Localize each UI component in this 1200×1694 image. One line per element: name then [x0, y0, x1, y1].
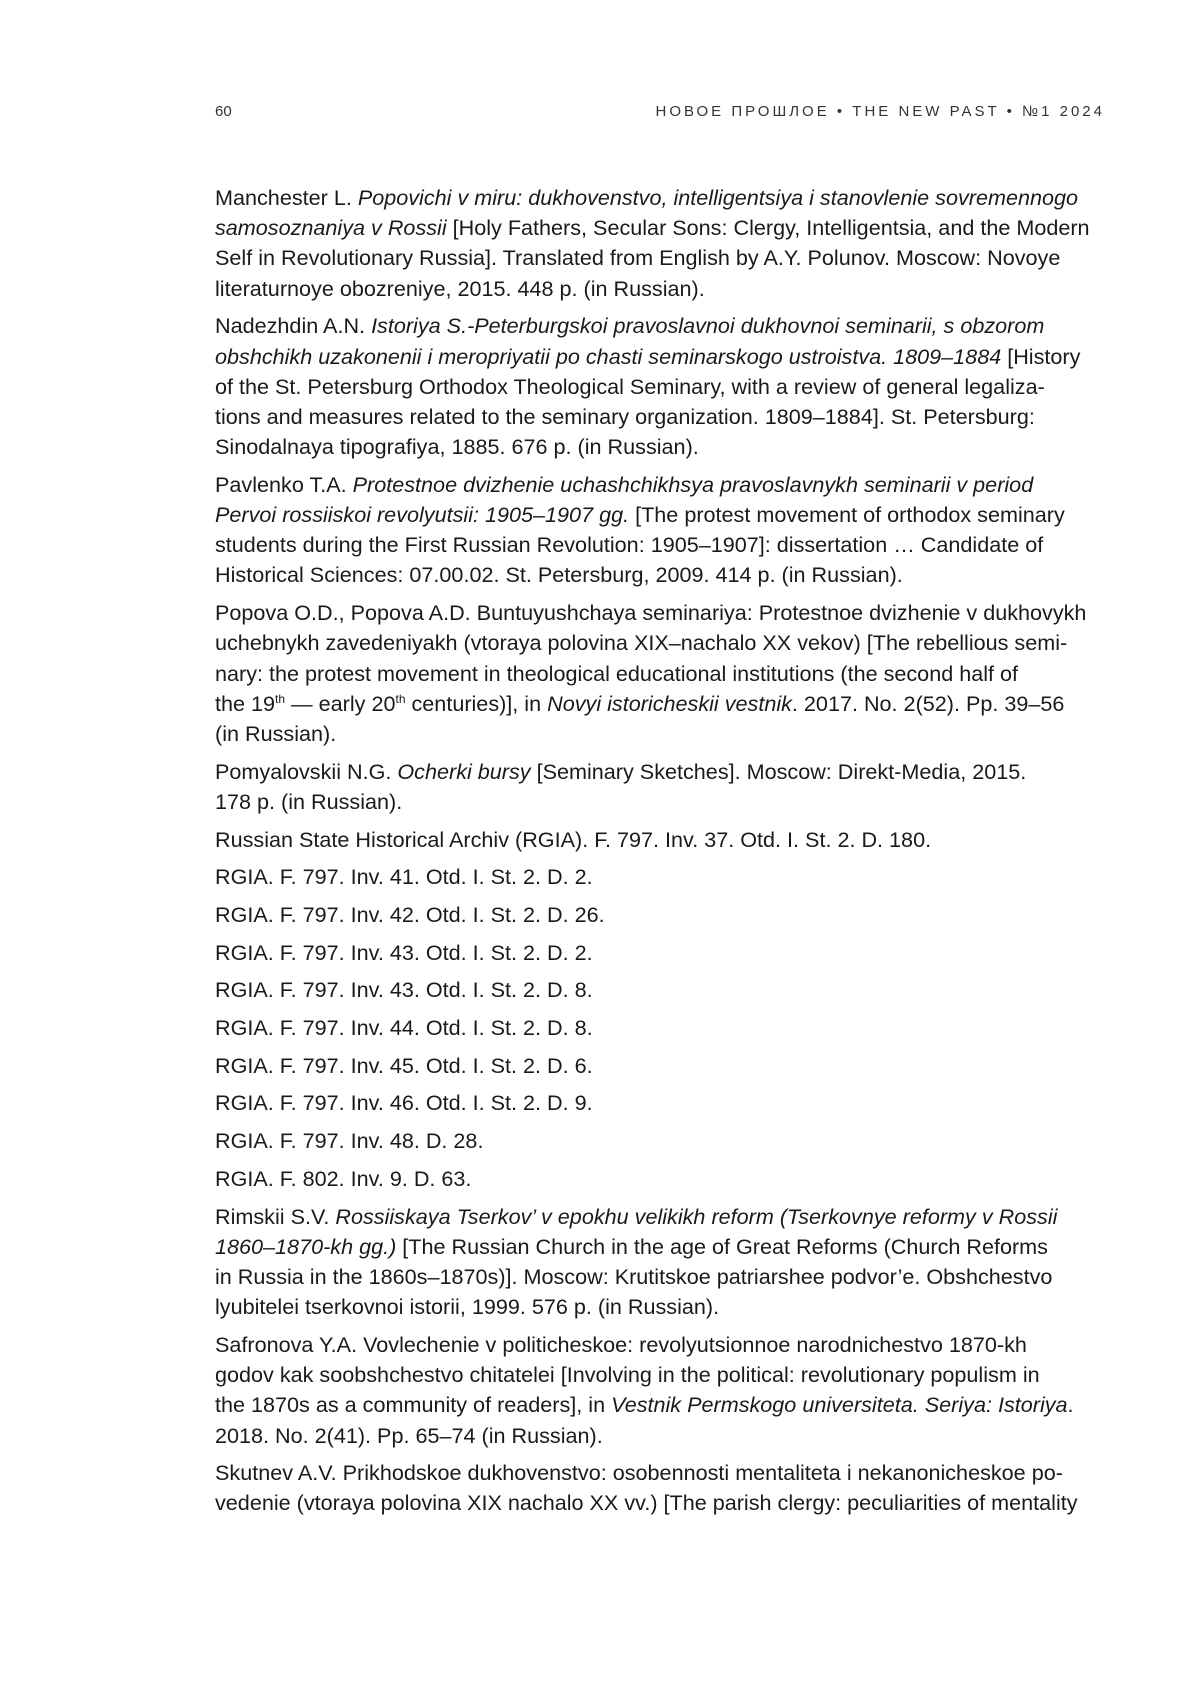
reference-text: (in Russian). [215, 721, 336, 746]
reference-line [215, 787, 1110, 817]
reference-text: centuries)], in [406, 691, 548, 716]
reference-text: Russian State Historical Archiv (RGIA). F. 797. Inv. 37. Otd. I. St. 2. D. 180. [215, 827, 931, 852]
reference-entry [215, 975, 1110, 1005]
reference-text: students during the First Russian Revolution: 1905–1907]: dissertation … Candidate of [215, 532, 1043, 557]
reference-text: RGIA. F. 797. Inv. 43. Otd. I. St. 2. D. 2. [215, 940, 593, 965]
reference-text: RGIA. F. 797. Inv. 44. Otd. I. St. 2. D. 8. [215, 1015, 593, 1040]
reference-entry [215, 183, 1110, 304]
reference-line [215, 938, 1110, 968]
reference-entry [215, 470, 1110, 591]
reference-line [215, 1232, 1110, 1262]
reference-text: [The Russian Church in the age of Great Reforms (Church Reforms [396, 1234, 1048, 1259]
italic-title-text: Rossiiskaya Tserkov’ v epokhu velikikh reform (Tserkovnye reformy v Rossii [335, 1204, 1057, 1229]
reference-text: Sinodalnaya tipografiya, 1885. 676 p. (in Russian). [215, 434, 699, 459]
reference-text: in Russia in the 1860s–1870s)]. Moscow: Krutitskoe patriarshee podvor’e. Obshchestvo [215, 1264, 1052, 1289]
italic-title-text: Vestnik Permskogo universiteta. Seriya: Istoriya [611, 1392, 1067, 1417]
reference-text: RGIA. F. 802. Inv. 9. D. 63. [215, 1166, 471, 1191]
reference-line [215, 975, 1110, 1005]
reference-line [215, 560, 1110, 590]
reference-text: RGIA. F. 797. Inv. 41. Otd. I. St. 2. D. 2. [215, 864, 593, 889]
reference-line [215, 1458, 1110, 1488]
reference-line [215, 402, 1110, 432]
reference-text: Safronova Y.A. Vovlechenie v politicheskoe: revolyutsionnoe narodnichestvo 1870-kh [215, 1332, 1027, 1357]
reference-entry [215, 1051, 1110, 1081]
reference-line [215, 311, 1110, 341]
italic-title-text: Pervoi rossiiskoi revolyutsii: 1905–1907 gg. [215, 502, 629, 527]
reference-text: vedenie (vtoraya polovina XIX nachalo XX vv.) [The parish clergy: peculiarities of mentality [215, 1490, 1078, 1515]
reference-line [215, 274, 1110, 304]
superscript-text: th [395, 692, 405, 706]
reference-line [215, 757, 1110, 787]
reference-text: RGIA. F. 797. Inv. 46. Otd. I. St. 2. D. 9. [215, 1090, 593, 1115]
reference-text: Historical Sciences: 07.00.02. St. Petersburg, 2009. 414 p. (in Russian). [215, 562, 903, 587]
journal-title: НОВОЕ ПРОШЛОЕ • THE NEW PAST • №1 2024 [655, 103, 1105, 120]
reference-text: Pavlenko T.A. [215, 472, 353, 497]
reference-text: RGIA. F. 797. Inv. 45. Otd. I. St. 2. D. 6. [215, 1053, 593, 1078]
reference-entry [215, 757, 1110, 817]
reference-text: 178 p. (in Russian). [215, 789, 402, 814]
reference-line [215, 1088, 1110, 1118]
reference-text: literaturnoye obozreniye, 2015. 448 p. (in Russian). [215, 276, 705, 301]
reference-line [215, 719, 1110, 749]
italic-title-text: obshchikh uzakonenii i meropriyatii po chasti seminarskogo ustroistva. 1809–1884 [215, 344, 1001, 369]
reference-entry [215, 598, 1110, 749]
reference-text: [The protest movement of orthodox seminary [629, 502, 1065, 527]
reference-text: RGIA. F. 797. Inv. 43. Otd. I. St. 2. D. 8. [215, 977, 593, 1002]
reference-line [215, 1164, 1110, 1194]
running-header [215, 103, 1105, 125]
italic-title-text: Protestnoe dvizhenie uchashchikhsya pravoslavnykh seminarii v period [353, 472, 1034, 497]
reference-line [215, 243, 1110, 273]
reference-line [215, 825, 1110, 855]
reference-line [215, 1262, 1110, 1292]
reference-line [215, 689, 1110, 719]
reference-text: 2018. No. 2(41). Pp. 65–74 (in Russian). [215, 1423, 603, 1448]
reference-line [215, 1488, 1110, 1518]
reference-line [215, 598, 1110, 628]
italic-title-text: samosoznaniya v Rossii [215, 215, 447, 240]
reference-line [215, 659, 1110, 689]
reference-line [215, 470, 1110, 500]
reference-entry [215, 1088, 1110, 1118]
reference-text: Self in Revolutionary Russia]. Translated from English by A.Y. Polunov. Moscow: Novoye [215, 245, 1060, 270]
reference-text: Pomyalovskii N.G. [215, 759, 397, 784]
reference-line [215, 372, 1110, 402]
italic-title-text: 1860–1870-kh gg.) [215, 1234, 396, 1259]
reference-line [215, 1421, 1110, 1451]
reference-entry [215, 862, 1110, 892]
reference-text: Popova O.D., Popova A.D. Buntuyushchaya seminariya: Protestnoe dvizhenie v dukhovykh [215, 600, 1086, 625]
reference-text: the 1870s as a community of readers], in [215, 1392, 611, 1417]
reference-text: RGIA. F. 797. Inv. 42. Otd. I. St. 2. D. 26. [215, 902, 605, 927]
reference-line [215, 342, 1110, 372]
reference-line [215, 1013, 1110, 1043]
reference-line [215, 1126, 1110, 1156]
reference-entry [215, 1202, 1110, 1323]
reference-line [215, 213, 1110, 243]
reference-text: [History [1001, 344, 1080, 369]
italic-title-text: Ocherki bursy [397, 759, 530, 784]
reference-entry [215, 938, 1110, 968]
reference-line [215, 862, 1110, 892]
reference-text: RGIA. F. 797. Inv. 48. D. 28. [215, 1128, 483, 1153]
page-number: 60 [215, 103, 232, 120]
reference-text: nary: the protest movement in theological educational institutions (the second half of [215, 661, 1018, 686]
italic-title-text: Novyi istoricheskii vestnik [547, 691, 792, 716]
reference-text: — early 20 [285, 691, 395, 716]
reference-entry [215, 900, 1110, 930]
reference-entry [215, 311, 1110, 462]
reference-line [215, 432, 1110, 462]
reference-line [215, 183, 1110, 213]
reference-entry [215, 825, 1110, 855]
reference-line [215, 1051, 1110, 1081]
reference-entry [215, 1013, 1110, 1043]
reference-line [215, 1292, 1110, 1322]
reference-text: [Seminary Sketches]. Moscow: Direkt-Media, 2015. [531, 759, 1027, 784]
italic-title-text: Istoriya S.-Peterburgskoi pravoslavnoi dukhovnoi seminarii, s obzorom [371, 313, 1044, 338]
reference-line [215, 500, 1110, 530]
reference-text: Rimskii S.V. [215, 1204, 335, 1229]
reference-text: . 2017. No. 2(52). Pp. 39–56 [792, 691, 1065, 716]
italic-title-text: Popovichi v miru: dukhovenstvo, intelligentsiya i stanovlenie sovremennogo [358, 185, 1078, 210]
reference-entry [215, 1458, 1110, 1518]
reference-entry [215, 1164, 1110, 1194]
reference-text: tions and measures related to the seminary organization. 1809–1884]. St. Petersburg: [215, 404, 1035, 429]
reference-line [215, 1390, 1110, 1420]
reference-text: [Holy Fathers, Secular Sons: Clergy, Intelligentsia, and the Modern [447, 215, 1090, 240]
reference-list [215, 183, 1110, 1526]
reference-entry [215, 1330, 1110, 1451]
reference-line [215, 1202, 1110, 1232]
reference-text: Skutnev A.V. Prikhodskoe dukhovenstvo: osobennosti mentaliteta i nekanonicheskoe po- [215, 1460, 1063, 1485]
reference-line [215, 530, 1110, 560]
reference-line [215, 628, 1110, 658]
superscript-text: th [275, 692, 285, 706]
reference-line [215, 1360, 1110, 1390]
reference-text: . [1068, 1392, 1074, 1417]
reference-line [215, 900, 1110, 930]
reference-text: Manchester L. [215, 185, 358, 210]
reference-text: lyubitelei tserkovnoi istorii, 1999. 576 p. (in Russian). [215, 1294, 719, 1319]
reference-line [215, 1330, 1110, 1360]
reference-text: the 19 [215, 691, 275, 716]
reference-text: uchebnykh zavedeniyakh (vtoraya polovina XIX–nachalo XX vekov) [The rebellious semi- [215, 630, 1067, 655]
reference-text: of the St. Petersburg Orthodox Theological Seminary, with a review of general legaliza- [215, 374, 1045, 399]
reference-entry [215, 1126, 1110, 1156]
reference-text: Nadezhdin A.N. [215, 313, 371, 338]
reference-text: godov kak soobshchestvo chitatelei [Involving in the political: revolutionary populism in [215, 1362, 1040, 1387]
